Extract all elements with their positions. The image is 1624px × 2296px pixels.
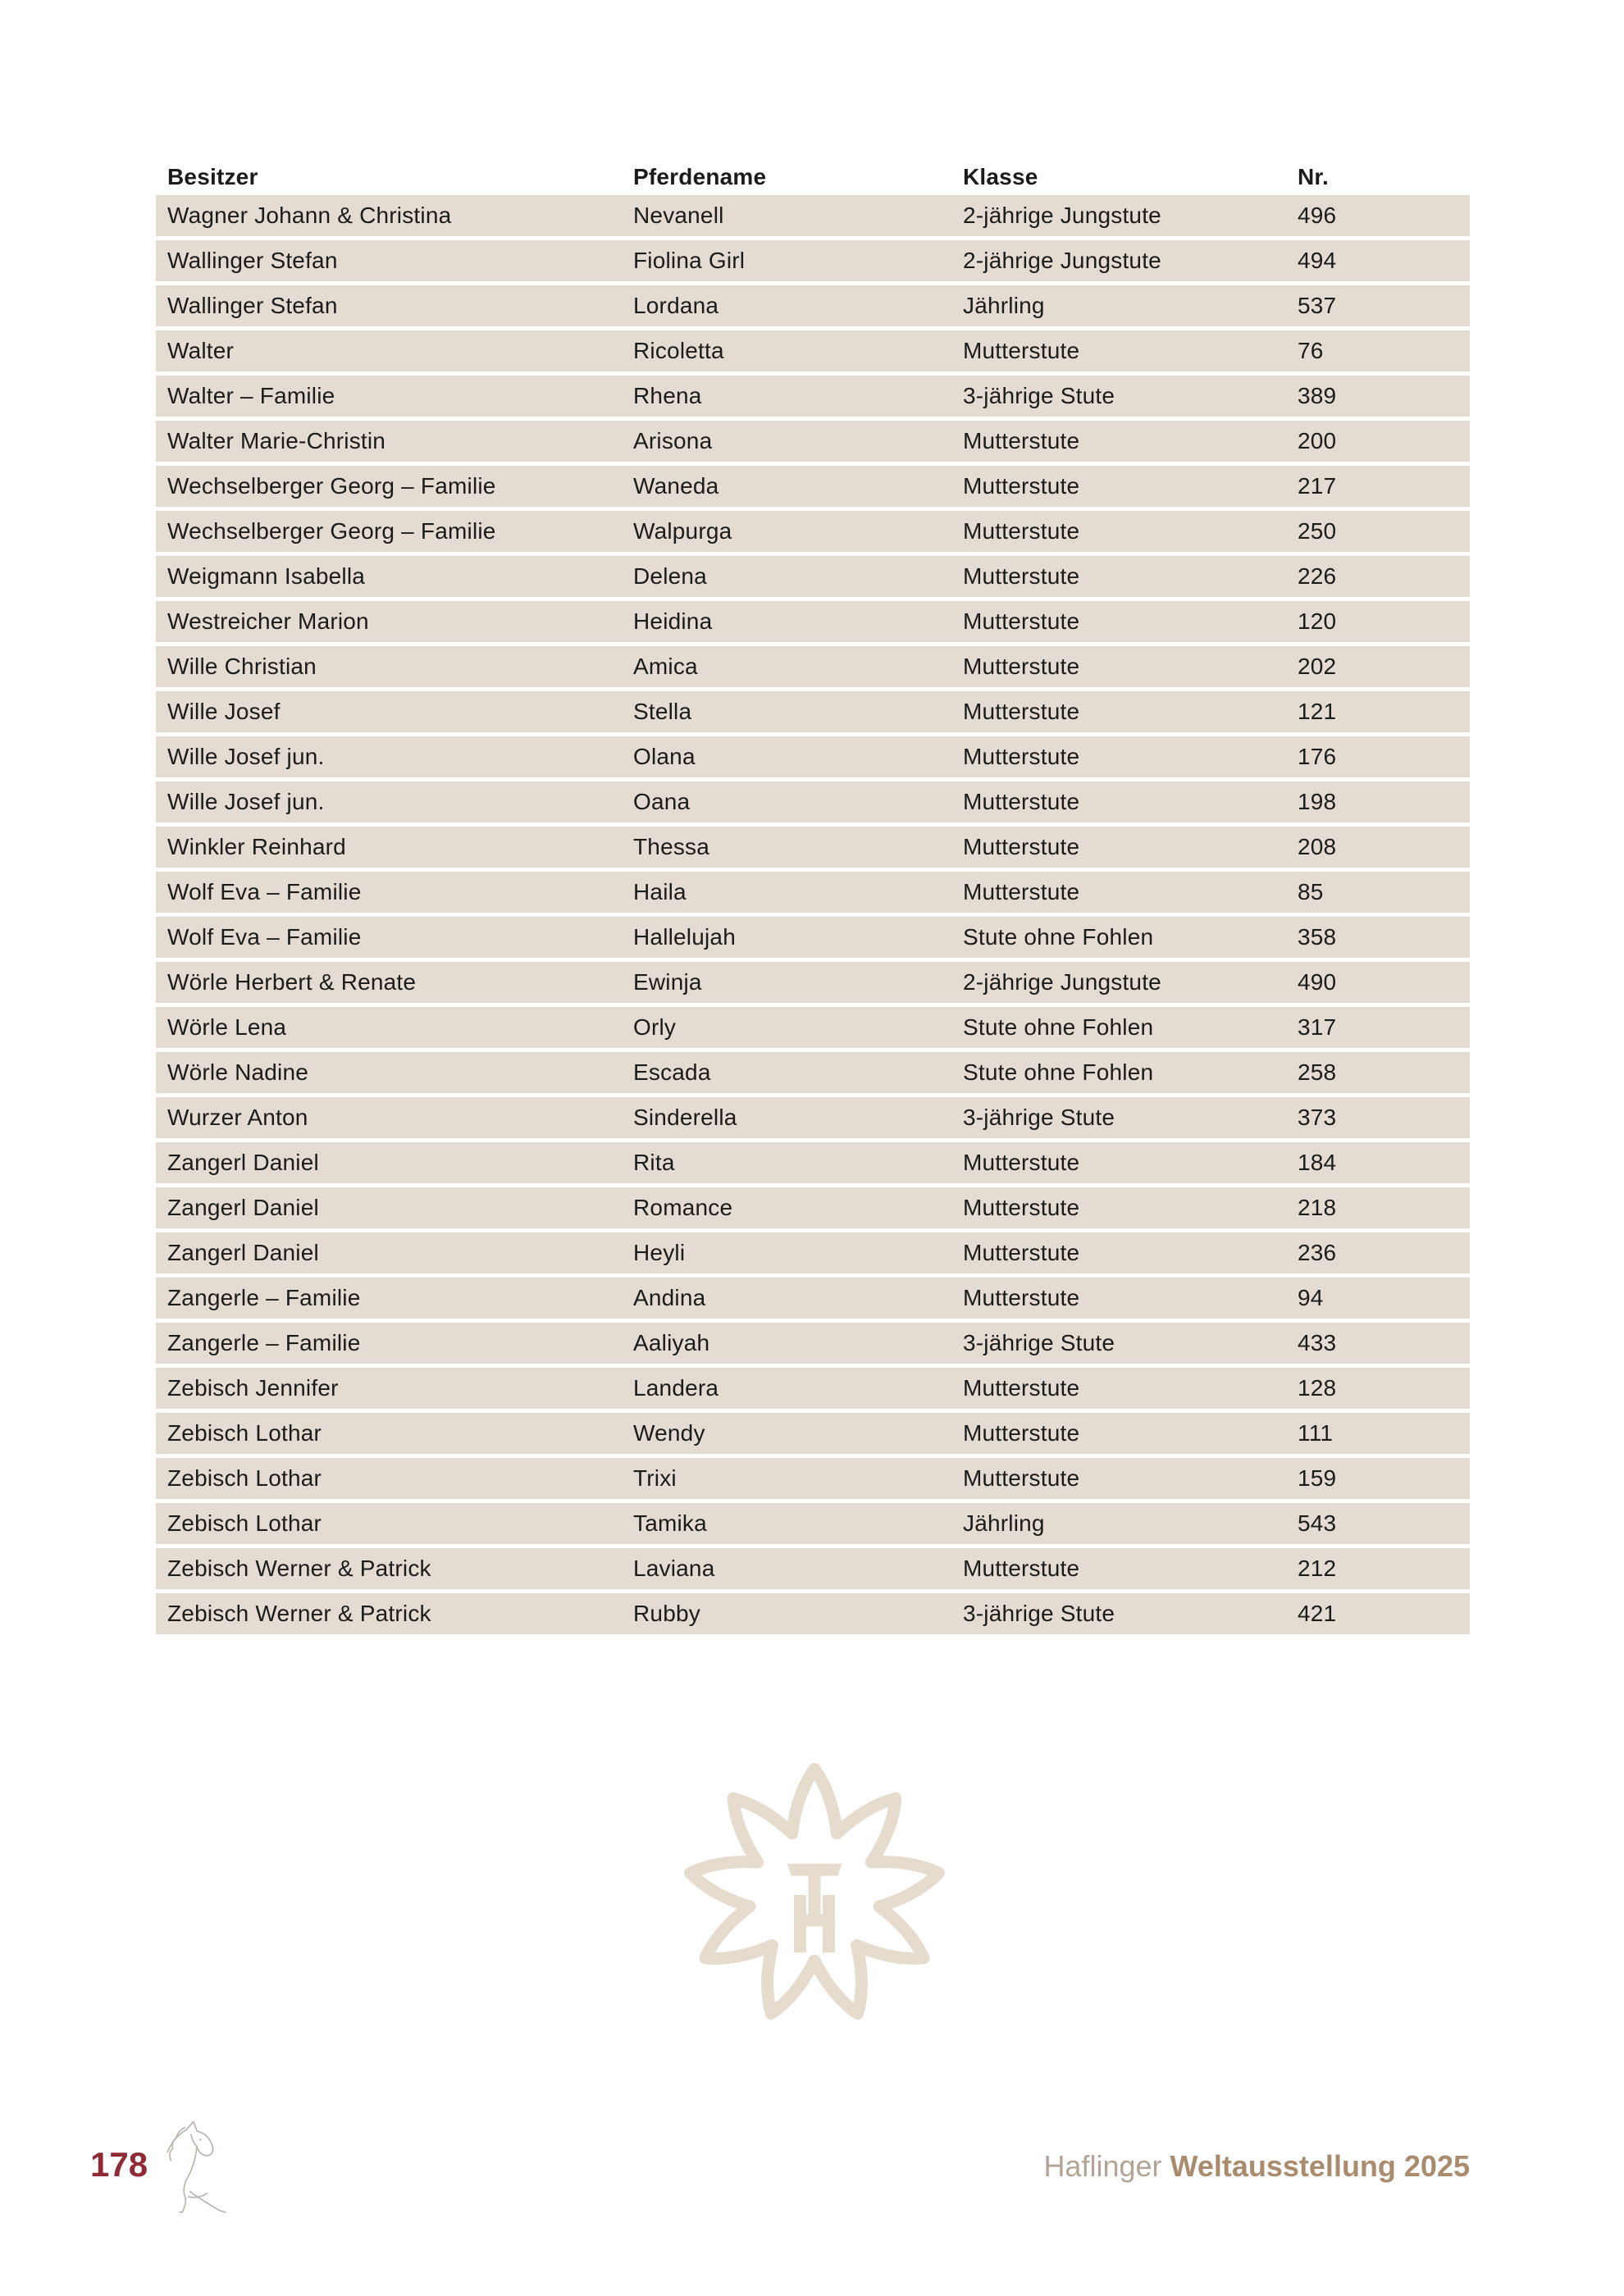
cell-klasse: Mutterstute xyxy=(963,1420,1080,1446)
cell-nr: 200 xyxy=(1298,428,1337,453)
cell-pferdename: Romance xyxy=(633,1195,733,1220)
cell-klasse: Mutterstute xyxy=(963,428,1080,453)
cell-besitzer: Zebisch Werner & Patrick xyxy=(167,1601,431,1626)
cell-klasse: Stute ohne Fohlen xyxy=(963,1059,1154,1085)
table-row xyxy=(156,376,1470,417)
cell-pferdename: Fiolina Girl xyxy=(633,248,746,273)
table-row xyxy=(156,736,1470,777)
cell-klasse: Mutterstute xyxy=(963,834,1080,859)
table-header xyxy=(156,164,1470,190)
cell-pferdename: Heyli xyxy=(633,1240,686,1265)
cell-nr: 421 xyxy=(1298,1601,1337,1626)
cell-klasse: Mutterstute xyxy=(963,1285,1080,1310)
cell-nr: 494 xyxy=(1298,248,1337,273)
cell-besitzer: Zangerl Daniel xyxy=(167,1195,319,1220)
table-row xyxy=(156,1007,1470,1048)
cell-pferdename: Arisona xyxy=(633,428,713,453)
cell-klasse: 3-jährige Stute xyxy=(963,1105,1115,1130)
cell-besitzer: Winkler Reinhard xyxy=(167,834,346,859)
cell-nr: 76 xyxy=(1298,338,1324,363)
footer-brand-bold: Weltausstellung 2025 xyxy=(1170,2149,1470,2183)
cell-klasse: Jährling xyxy=(963,293,1045,318)
cell-nr: 358 xyxy=(1298,924,1337,950)
cell-pferdename: Rubby xyxy=(633,1601,700,1626)
cell-besitzer: Zebisch Jennifer xyxy=(167,1375,339,1401)
cell-klasse: 3-jährige Stute xyxy=(963,383,1115,408)
cell-pferdename: Wendy xyxy=(633,1420,705,1446)
table-rows xyxy=(156,195,1470,1638)
cell-besitzer: Wechselberger Georg – Familie xyxy=(167,473,496,499)
cell-nr: 202 xyxy=(1298,654,1337,679)
table-row xyxy=(156,330,1470,371)
cell-klasse: Mutterstute xyxy=(963,1195,1080,1220)
cell-klasse: 3-jährige Stute xyxy=(963,1330,1115,1355)
table-row xyxy=(156,1503,1470,1544)
cell-nr: 85 xyxy=(1298,879,1324,904)
cell-pferdename: Nevanell xyxy=(633,203,724,228)
cell-nr: 121 xyxy=(1298,699,1337,724)
table-row xyxy=(156,556,1470,597)
cell-besitzer: Wörle Nadine xyxy=(167,1059,309,1085)
cell-nr: 537 xyxy=(1298,293,1337,318)
cell-klasse: Mutterstute xyxy=(963,879,1080,904)
table-row xyxy=(156,1413,1470,1454)
cell-klasse: Stute ohne Fohlen xyxy=(963,1014,1154,1040)
table-row xyxy=(156,240,1470,281)
cell-klasse: Mutterstute xyxy=(963,744,1080,769)
cell-pferdename: Olana xyxy=(633,744,696,769)
cell-klasse: Mutterstute xyxy=(963,563,1080,589)
page-number: 178 xyxy=(90,2145,148,2184)
table-row xyxy=(156,1187,1470,1228)
table-row xyxy=(156,601,1470,642)
cell-pferdename: Landera xyxy=(633,1375,719,1401)
cell-besitzer: Wille Josef jun. xyxy=(167,789,325,814)
cell-pferdename: Rhena xyxy=(633,383,702,408)
cell-nr: 496 xyxy=(1298,203,1337,228)
cell-besitzer: Westreicher Marion xyxy=(167,608,369,634)
cell-besitzer: Zangerle – Familie xyxy=(167,1285,361,1310)
cell-nr: 120 xyxy=(1298,608,1337,634)
cell-nr: 128 xyxy=(1298,1375,1337,1401)
table-row xyxy=(156,691,1470,732)
cell-klasse: Mutterstute xyxy=(963,654,1080,679)
cell-nr: 258 xyxy=(1298,1059,1337,1085)
cell-klasse: Mutterstute xyxy=(963,789,1080,814)
table-row xyxy=(156,1278,1470,1319)
cell-besitzer: Weigmann Isabella xyxy=(167,563,366,589)
cell-pferdename: Amica xyxy=(633,654,698,679)
horse-sketch-icon xyxy=(162,2117,244,2214)
table-row xyxy=(156,285,1470,326)
cell-klasse: Stute ohne Fohlen xyxy=(963,924,1154,950)
cell-pferdename: Delena xyxy=(633,563,707,589)
cell-pferdename: Stella xyxy=(633,699,692,724)
cell-klasse: Mutterstute xyxy=(963,1465,1080,1491)
table-row xyxy=(156,466,1470,507)
table-row xyxy=(156,827,1470,868)
cell-klasse: Mutterstute xyxy=(963,338,1080,363)
cell-besitzer: Zebisch Lothar xyxy=(167,1465,322,1491)
cell-besitzer: Wille Christian xyxy=(167,654,317,679)
cell-pferdename: Tamika xyxy=(633,1510,707,1536)
cell-pferdename: Heidina xyxy=(633,608,713,634)
cell-besitzer: Wille Josef jun. xyxy=(167,744,325,769)
table-row xyxy=(156,421,1470,462)
cell-pferdename: Hallelujah xyxy=(633,924,736,950)
cell-pferdename: Walpurga xyxy=(633,518,732,544)
column-header-klasse: Klasse xyxy=(963,164,1038,189)
cell-klasse: Mutterstute xyxy=(963,518,1080,544)
column-header-pferdename: Pferdename xyxy=(633,164,767,189)
table-row xyxy=(156,1142,1470,1183)
cell-klasse: Mutterstute xyxy=(963,608,1080,634)
table-row xyxy=(156,511,1470,552)
cell-besitzer: Wolf Eva – Familie xyxy=(167,879,362,904)
table-row xyxy=(156,195,1470,236)
cell-nr: 184 xyxy=(1298,1150,1337,1175)
cell-besitzer: Wurzer Anton xyxy=(167,1105,308,1130)
cell-pferdename: Andina xyxy=(633,1285,706,1310)
cell-pferdename: Lordana xyxy=(633,293,719,318)
cell-besitzer: Wille Josef xyxy=(167,699,281,724)
table-row xyxy=(156,1548,1470,1589)
column-header-nr: Nr. xyxy=(1298,164,1329,189)
cell-pferdename: Thessa xyxy=(633,834,710,859)
cell-pferdename: Haila xyxy=(633,879,687,904)
cell-klasse: Mutterstute xyxy=(963,1556,1080,1581)
cell-klasse: Jährling xyxy=(963,1510,1045,1536)
cell-nr: 212 xyxy=(1298,1556,1337,1581)
cell-besitzer: Wörle Lena xyxy=(167,1014,287,1040)
cell-nr: 217 xyxy=(1298,473,1337,499)
cell-pferdename: Ewinja xyxy=(633,969,702,995)
cell-nr: 94 xyxy=(1298,1285,1324,1310)
footer-brand xyxy=(1043,2150,1470,2183)
cell-besitzer: Zebisch Lothar xyxy=(167,1510,322,1536)
cell-pferdename: Oana xyxy=(633,789,691,814)
cell-klasse: Mutterstute xyxy=(963,1150,1080,1175)
cell-nr: 389 xyxy=(1298,383,1337,408)
cell-pferdename: Orly xyxy=(633,1014,677,1040)
cell-besitzer: Wallinger Stefan xyxy=(167,248,338,273)
cell-besitzer: Walter xyxy=(167,338,235,363)
cell-besitzer: Zangerle – Familie xyxy=(167,1330,361,1355)
cell-klasse: Mutterstute xyxy=(963,699,1080,724)
cell-besitzer: Zangerl Daniel xyxy=(167,1240,319,1265)
cell-nr: 433 xyxy=(1298,1330,1337,1355)
cell-klasse: 2-jährige Jungstute xyxy=(963,969,1161,995)
cell-pferdename: Aaliyah xyxy=(633,1330,710,1355)
table-row xyxy=(156,781,1470,822)
cell-besitzer: Wörle Herbert & Renate xyxy=(167,969,417,995)
cell-nr: 111 xyxy=(1298,1420,1334,1446)
cell-nr: 373 xyxy=(1298,1105,1337,1130)
table-row xyxy=(156,872,1470,913)
table-row xyxy=(156,962,1470,1003)
cell-besitzer: Wagner Johann & Christina xyxy=(167,203,452,228)
cell-pferdename: Ricoletta xyxy=(633,338,724,363)
cell-nr: 236 xyxy=(1298,1240,1337,1265)
cell-klasse: Mutterstute xyxy=(963,1240,1080,1265)
footer-brand-light: Haflinger xyxy=(1043,2149,1162,2183)
table-row xyxy=(156,1052,1470,1093)
table-row xyxy=(156,917,1470,958)
table-row xyxy=(156,1232,1470,1273)
th-monogram xyxy=(787,1864,842,1953)
cell-besitzer: Walter Marie-Christin xyxy=(167,428,386,453)
cell-besitzer: Wolf Eva – Familie xyxy=(167,924,362,950)
cell-nr: 317 xyxy=(1298,1014,1337,1040)
cell-pferdename: Escada xyxy=(633,1059,711,1085)
table-row xyxy=(156,646,1470,687)
cell-besitzer: Zangerl Daniel xyxy=(167,1150,319,1175)
table-row xyxy=(156,1593,1470,1634)
cell-pferdename: Waneda xyxy=(633,473,719,499)
cell-nr: 198 xyxy=(1298,789,1337,814)
cell-nr: 490 xyxy=(1298,969,1337,995)
table-row xyxy=(156,1097,1470,1138)
cell-pferdename: Trixi xyxy=(633,1465,677,1491)
cell-nr: 250 xyxy=(1298,518,1337,544)
cell-nr: 218 xyxy=(1298,1195,1337,1220)
cell-pferdename: Sinderella xyxy=(633,1105,737,1130)
cell-besitzer: Walter – Familie xyxy=(167,383,335,408)
table-row xyxy=(156,1323,1470,1364)
table-row xyxy=(156,1368,1470,1409)
cell-besitzer: Zebisch Werner & Patrick xyxy=(167,1556,431,1581)
cell-nr: 208 xyxy=(1298,834,1337,859)
cell-besitzer: Wechselberger Georg – Familie xyxy=(167,518,496,544)
cell-nr: 543 xyxy=(1298,1510,1337,1536)
cell-klasse: Mutterstute xyxy=(963,473,1080,499)
table-row xyxy=(156,1458,1470,1499)
cell-nr: 159 xyxy=(1298,1465,1337,1491)
cell-nr: 226 xyxy=(1298,563,1337,589)
cell-klasse: 2-jährige Jungstute xyxy=(963,203,1161,228)
cell-pferdename: Laviana xyxy=(633,1556,715,1581)
cell-nr: 176 xyxy=(1298,744,1337,769)
cell-besitzer: Zebisch Lothar xyxy=(167,1420,322,1446)
cell-klasse: 2-jährige Jungstute xyxy=(963,248,1161,273)
haflinger-sun-th-logo-icon xyxy=(677,1752,951,2039)
cell-klasse: Mutterstute xyxy=(963,1375,1080,1401)
column-header-besitzer: Besitzer xyxy=(167,164,258,189)
cell-pferdename: Rita xyxy=(633,1150,675,1175)
cell-besitzer: Wallinger Stefan xyxy=(167,293,338,318)
cell-klasse: 3-jährige Stute xyxy=(963,1601,1115,1626)
